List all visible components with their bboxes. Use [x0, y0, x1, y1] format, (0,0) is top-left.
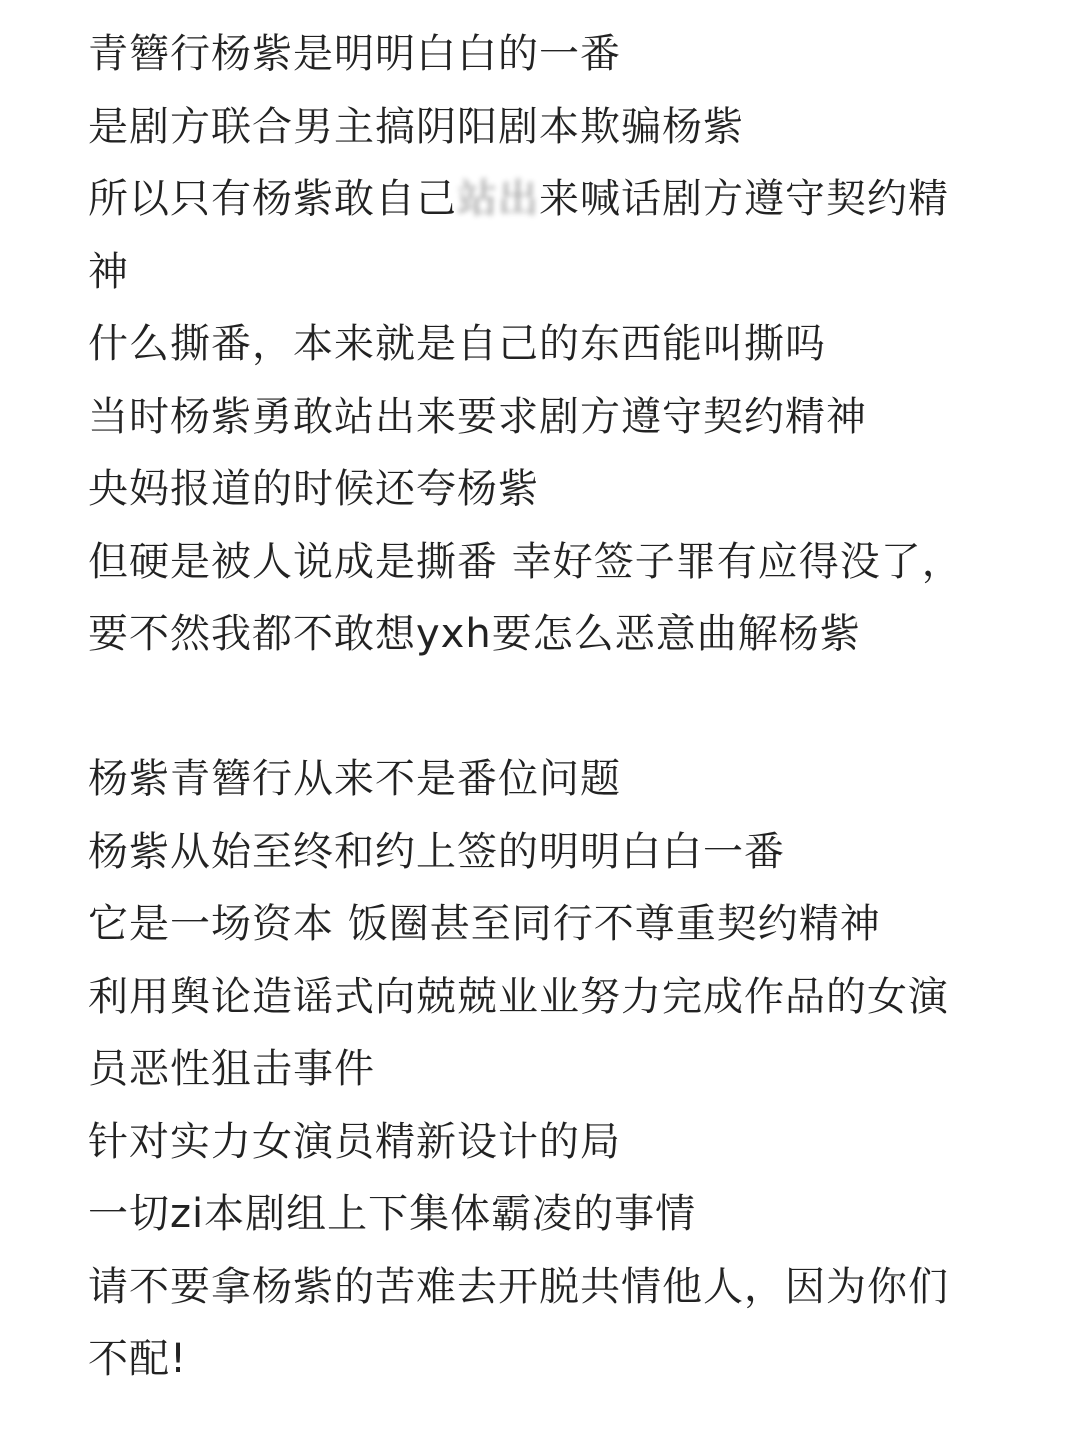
text-line: 请不要拿杨紫的苦难去开脱共情他人，因为你们 [88, 1263, 949, 1310]
text-line: 杨紫从始至终和约上签的明明白白一番 [88, 828, 785, 875]
text-line: 利用舆论造谣式向兢兢业业努力完成作品的女演 [88, 973, 949, 1020]
text-line: 但硬是被人说成是撕番 幸好签子罪有应得没了， [88, 538, 963, 585]
text-segment: 所以只有杨紫敢自己 [88, 176, 457, 222]
paragraph-1 [88, 18, 988, 671]
text-line: 针对实力女演员精新设计的局 [88, 1118, 621, 1165]
paragraph-2 [88, 743, 988, 1396]
text-line: 当时杨紫勇敢站出来要求剧方遵守契约精神 [88, 393, 867, 440]
text-line: 员恶性狙击事件 [88, 1046, 375, 1092]
text-line: 是剧方联合男主搞阴阳剧本欺骗杨紫 [88, 103, 744, 150]
text-line: 神 [88, 248, 129, 295]
blurred-text: 站出 [457, 176, 539, 222]
text-line: 杨紫青簪行从来不是番位问题 [88, 756, 621, 802]
text-line: 央妈报道的时候还夸杨紫 [88, 466, 539, 512]
text-line: 不配! [88, 1336, 188, 1382]
text-line: 要不然我都不敢想yxh要怎么恶意曲解杨紫 [88, 611, 861, 657]
text-line: 它是一场资本 饭圈甚至同行不尊重契约精神 [88, 901, 881, 947]
text-line [88, 163, 988, 236]
text-segment: 来喊话剧方遵守契约精 [539, 176, 949, 222]
paragraph-spacer [88, 671, 988, 744]
text-line: 青簪行杨紫是明明白白的一番 [88, 31, 621, 77]
text-line: 什么撕番，本来就是自己的东西能叫撕吗 [88, 321, 826, 367]
text-line: 一切zi本剧组上下集体霸凌的事情 [88, 1191, 697, 1237]
post-text [88, 18, 988, 1396]
